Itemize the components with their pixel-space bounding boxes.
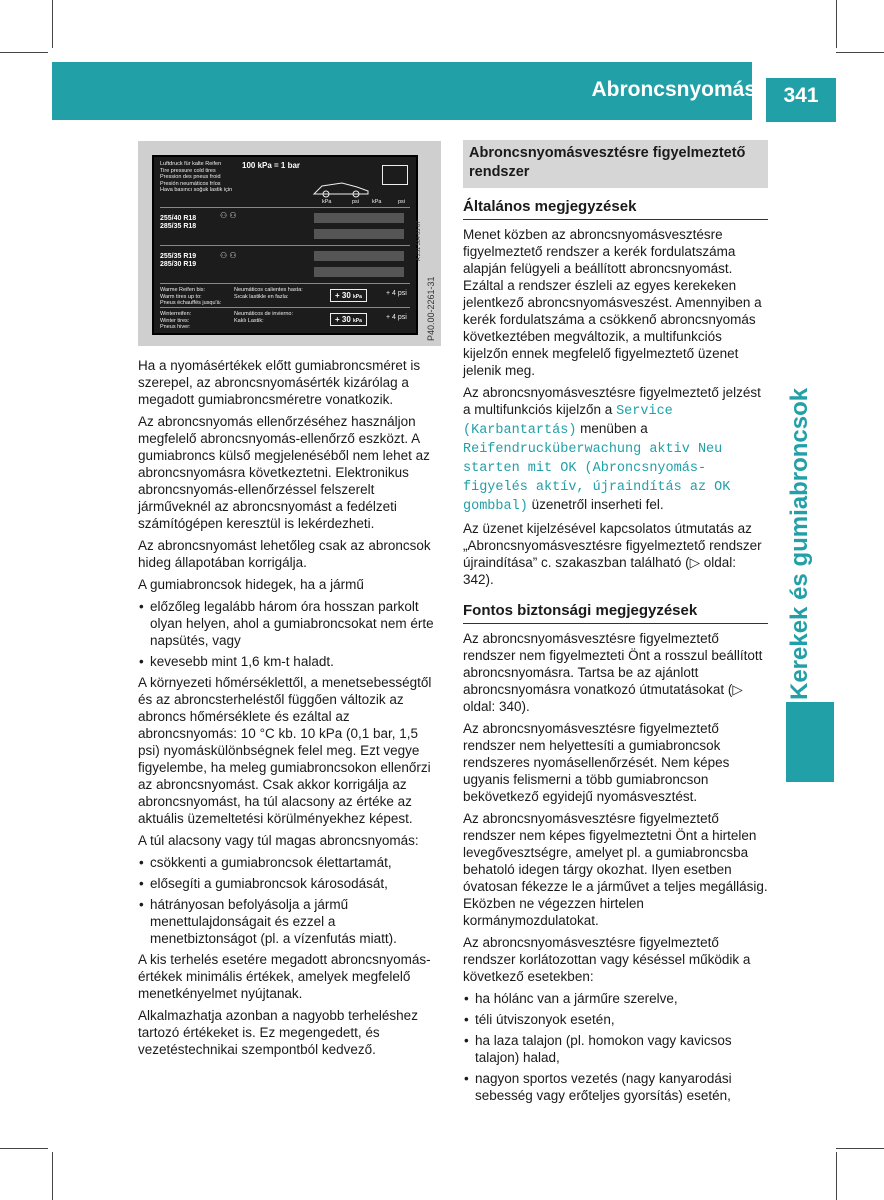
label-warm: [160, 287, 230, 307]
crop-mark: [836, 52, 884, 53]
label-text: + 30: [335, 315, 351, 324]
display-message: Reifendrucküberwachung aktiv Neu starten mit OK (Abroncsnyomás-figyelés aktív, újraindítás az OK gombbal): [463, 442, 731, 514]
label-value-cell: [314, 267, 404, 277]
label-text: Neumáticos de invierno:: [234, 311, 294, 317]
paragraph: Az üzenet kijelzésével kapcsolatos útmutatás az „Abroncsnyomásvesztésre figyelmeztető rendszer újraindítása” c. szakaszban található (▷ oldal: 342).: [463, 521, 762, 587]
crop-mark: [52, 0, 53, 48]
label-text: 285/35 R18: [160, 223, 197, 230]
crop-mark: [836, 1148, 884, 1149]
list-item: • hátrányosan befolyásolja a jármű menettulajdonságait és ezzel a menetbiztonságot (pl. a vízenfutás miatt).: [138, 896, 443, 947]
subheading-safety: Fontos biztonsági megjegyzések: [463, 602, 768, 624]
label-text: psi: [397, 314, 407, 321]
label-text: Warme Reifen bis:: [160, 287, 206, 293]
figure-code: P40.00-2261-31: [426, 276, 436, 341]
list-item: • téli útviszonyok esetén,: [463, 1011, 768, 1028]
page-number: 341: [766, 78, 836, 122]
crop-mark: [0, 52, 48, 53]
label-text: Pneus échauffés jusqu'à:: [160, 300, 222, 306]
label-text: kPa: [353, 294, 362, 300]
label-winter: [160, 311, 230, 331]
label-plus-box: [330, 289, 367, 302]
paragraph: A környezeti hőmérséklettől, a menetsebességtől és az abroncsterheléstől függően változik az abroncs hőmérséklete és ezáltal az abroncsnyomás: 10 °C kb. 10 kPa (0,1 bar, 1,5 psi) nyomáskülönbségnek felel meg. Ezt vegye figyelembe, ha meleg gumiabroncsokon ellenőrzi az abroncsnyomást. Csak akkor korrigálja az abroncsnyomást, ha túl alacsony az értéke az aktuális üzemeltetési körülményekhez képest.: [138, 675, 432, 826]
paragraph: Alkalmazhatja azonban a nagyobb terheléshez tartozó értékeket is. Ez megengedett, és vezetéstechnikai szempontból kedvező.: [138, 1008, 418, 1057]
label-plus-box: [330, 313, 367, 326]
paragraph: Az abroncsnyomásvesztésre figyelmeztető rendszer nem figyelmezteti Önt a rosszul beállított abroncsnyomásra. Tartsa be az ajánlott abroncsnyomásra vonatkozó útmutatásokat (▷ oldal: 340).: [463, 631, 763, 714]
crop-mark: [0, 1148, 48, 1149]
paragraph: Az abroncsnyomásvesztésre figyelmeztető rendszer nem képes figyelmeztetni Önt a hirtelen levegővesztségre, amelyet pl. a gumiabroncsba behatoló idegen tárgy okozhat. Ilyen esetben óvatosan fékezze le a járművet a teljes megállásig. Eközben ne végezzen hirtelen kormánymozdulatokat.: [463, 811, 768, 928]
display-message: Service (Karbantartás): [463, 404, 673, 438]
label-col-kpa: kPa: [372, 199, 382, 205]
label-text: Sıcak lastikle en fazla:: [234, 293, 289, 300]
label-plus-psi: [386, 291, 407, 298]
paragraph-with-display-text: [463, 384, 768, 515]
list-item: • előzőleg legalább három óra hosszan parkolt olyan helyen, ahol a gumiabroncsokat nem érte napsütés, vagy: [138, 598, 443, 649]
right-column: [463, 140, 768, 1108]
label-text: 285/30 R19: [160, 261, 197, 268]
label-text: 255/35 R19: [160, 253, 197, 260]
list-item: • kevesebb mint 1,6 km-t haladt.: [138, 653, 443, 670]
tire-pressure-label: [152, 155, 418, 335]
label-size-group: [160, 215, 196, 231]
label-text: Warm tires up to:: [160, 293, 202, 300]
car-icon: [312, 179, 372, 199]
paragraph: Az abroncsnyomásvesztésre figyelmeztető rendszer korlátozottan vagy késéssel működik a következő esetekben:: [463, 935, 751, 984]
list-item: • nagyon sportos vezetés (nagy kanyarodási sebesség vagy erőteljes gyorsítás) esetén,: [463, 1070, 768, 1104]
paragraph: Az abroncsnyomást lehetőleg csak az abroncsok hideg állapotában korrigálja.: [138, 538, 431, 570]
label-text: + 4: [386, 290, 396, 297]
paragraph: A túl alacsony vagy túl magas abroncsnyomás:: [138, 833, 419, 848]
paragraph: A kis terhelés esetére megadott abroncsnyomás-értékek minimális értékek, amelyek megfelelő menetkényelmet nyújtanak.: [138, 952, 431, 1001]
label-plus-psi: [386, 315, 407, 322]
label-text: Winterreifen:: [160, 311, 192, 317]
crop-mark: [52, 1152, 53, 1200]
label-text: Luftdruck für kalte Reifen: [160, 161, 222, 167]
left-column: [138, 357, 443, 1063]
label-text: kPa: [353, 318, 362, 324]
text-span: üzenetről inserheti fel.: [527, 497, 664, 512]
label-text: 255/40 R18: [160, 215, 197, 222]
crop-mark: [836, 0, 837, 48]
label-winter-2: [234, 311, 324, 324]
crop-mark: [836, 1152, 837, 1200]
label-text: + 4: [386, 314, 396, 321]
subheading-general: Általános megjegyzések: [463, 198, 768, 220]
label-header: [160, 161, 250, 194]
paragraph: Az abroncsnyomás ellenőrzéséhez használjon megfelelő abroncsnyomás-ellenőrző eszközt. A gumiabroncs külső megjelenéséből nem lehet az abroncsnyomásra következtetni. Elektronikus abroncsnyomás-ellenőrzéssel felszerelt járműveknél az abroncsnyomást a fedélzeti számítógépen keresztül is lekérdezheti.: [138, 414, 430, 531]
label-divider: [160, 307, 410, 308]
list-item: • elősegíti a gumiabroncsok károsodását,: [138, 875, 443, 892]
label-col-psi: psi: [352, 199, 360, 205]
list-item: • csökkenti a gumiabroncsok élettartamát,: [138, 854, 443, 871]
label-serial: A 231 584 03 07: [416, 220, 422, 261]
label-text: + 30: [335, 291, 351, 300]
manual-icon: [382, 165, 408, 185]
text-span: Az abroncsnyomásvesztésre figyelmeztető jelzést a multifunkciós kijelzőn a: [463, 385, 761, 417]
label-divider: [160, 245, 410, 246]
label-text: Pression des pneus froid: [160, 174, 221, 180]
list-item: • ha hólánc van a járműre szerelve,: [463, 990, 768, 1007]
label-text: Kaklı Lastik:: [234, 317, 264, 324]
paragraph: Ha a nyomásértékek előtt gumiabroncsméret is szerepel, az abroncsnyomásérték kizárólag a megadott gumiabroncsméretre vonatkozik.: [138, 358, 421, 407]
text-span: menüben a: [576, 421, 648, 436]
page-title: Abroncsnyomás: [591, 78, 756, 101]
label-text: Presión neumáticos fríos: [160, 180, 221, 187]
label-divider: [160, 207, 410, 208]
label-text: Winter tires:: [160, 317, 190, 324]
label-col-psi: psi: [398, 199, 406, 205]
chapter-tab-marker: [786, 702, 834, 782]
paragraph: A gumiabroncsok hidegek, ha a jármű: [138, 577, 364, 592]
label-text: Pneus hiver:: [160, 324, 191, 330]
label-value-cell: [314, 229, 404, 239]
label-text: psi: [397, 290, 407, 297]
load-icons: ⚇ ⚇: [220, 251, 237, 260]
label-size-group: [160, 253, 196, 269]
section-heading: Abroncsnyomásvesztésre figyelmeztető rendszer: [469, 145, 746, 180]
label-text: Tire pressure cold tires: [160, 167, 216, 174]
label-divider: [160, 283, 410, 284]
label-text: Neumáticos calientes hasta:: [234, 287, 303, 293]
label-unit: 100 kPa = 1 bar: [242, 161, 301, 170]
paragraph: Az abroncsnyomásvesztésre figyelmeztető rendszer nem helyettesíti a gumiabroncsok rendszeres nyomásellenőrzését. Nem képes ugyanis felismerni a több gumiabroncson bekövetkező egyidejű nyomásvesztést.: [463, 721, 730, 804]
section-heading-box: [463, 140, 768, 188]
label-value-cell: [314, 213, 404, 223]
label-col-kpa: kPa: [322, 199, 332, 205]
paragraph: Menet közben az abroncsnyomásvesztésre figyelmeztető rendszer a kerék fordulatszáma alapján felügyeli a beállított abroncsnyomást. Ezáltal a rendszer észleli az egyes kerekeken jelentkező abroncsnyomásveszést. Amennyiben a kerék fordulatszáma a csökkenő abroncsnyomás következtében megváltozik, a multifunkciós kijelzőn ennek megfelelő figyelmeztető üzenet jelenik meg.: [463, 227, 762, 378]
list-item: • ha laza talajon (pl. homokon vagy kavicsos talajon) halad,: [463, 1032, 768, 1066]
tire-pressure-label-figure: [138, 141, 441, 346]
chapter-tab-label: Kerekek és gumiabroncsok: [786, 387, 813, 700]
label-warm-2: [234, 287, 324, 300]
label-text: Hava basıncı soğuk lastik için: [160, 187, 233, 193]
label-value-cell: [314, 251, 404, 261]
load-icons: ⚇ ⚇: [220, 211, 237, 220]
